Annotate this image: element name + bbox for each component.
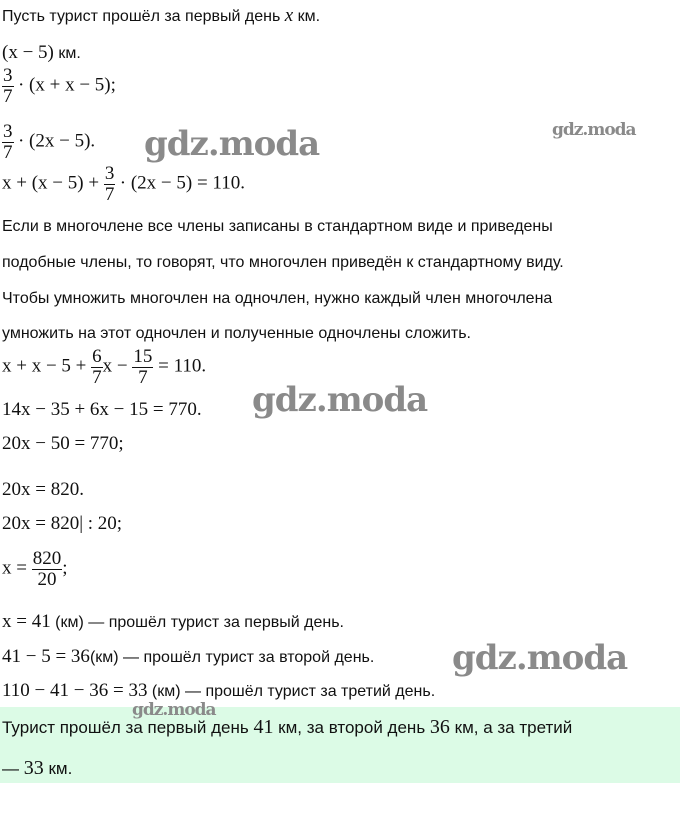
step-fraction-end: ; (62, 557, 68, 579)
intro-var: x (284, 5, 294, 26)
result2-line (2, 647, 374, 668)
watermark-logo: gdz.moda (452, 638, 628, 678)
result1-math: x = 41 (2, 611, 51, 632)
rule2-line1: Чтобы умножить многочлен на одночлен, нужно каждый член многочлена (2, 290, 553, 307)
watermark-logo: gdz.moda (132, 700, 216, 720)
rule1-line1: Если в многочлене все члены записаны в стандартном виде и приведены (2, 218, 553, 235)
answer-row-1 (2, 716, 572, 739)
fraction-3-7 (2, 122, 14, 163)
step-divide: 20x = 820| : 20; (2, 513, 123, 534)
fraction-numerator: 3 (104, 163, 115, 184)
fraction-3-7 (104, 164, 116, 205)
equation-left: x + (x − 5) + (2, 172, 104, 194)
result1-text: (км) — прошёл турист за первый день. (50, 614, 344, 631)
day3-step2-rest: · (2x − 5). (17, 130, 96, 152)
step-mult: 14x − 35 + 6x − 15 = 770. (2, 399, 202, 420)
step-fraction-lhs: x = (2, 557, 32, 579)
result1-line (2, 612, 344, 633)
fraction-6-7 (91, 347, 103, 388)
result3-text: (км) — прошёл турист за третий день. (147, 683, 436, 700)
rule1-line2: подобные члены, то говорят, что многочлен приведён к стандартному виду. (2, 254, 564, 271)
fraction-denominator: 7 (3, 142, 13, 163)
result2-math: 41 − 5 = 36 (2, 646, 90, 667)
watermark-logo: gdz.moda (144, 124, 320, 164)
watermark-logo: gdz.moda (552, 120, 636, 140)
fraction-numerator: 820 (32, 548, 62, 569)
day3-step1-line (2, 66, 116, 107)
equation-line (2, 164, 245, 205)
day3-step1-rest: · (x + x − 5); (17, 74, 116, 96)
answer-p1: Турист прошёл за первый день (2, 718, 254, 737)
fraction-denominator: 7 (3, 86, 13, 107)
intro-text-before: Пусть турист прошёл за первый день (2, 8, 285, 25)
step-expand-b: x − (102, 355, 133, 377)
fraction-numerator: 3 (3, 121, 13, 142)
fraction-15-7 (132, 347, 153, 388)
step-fraction-line (2, 549, 68, 590)
equation-right: · (2x − 5) = 110. (119, 172, 245, 194)
fraction-denominator: 20 (37, 569, 57, 590)
result3-math: 110 − 41 − 36 = 33 (2, 680, 148, 701)
day2-expr: (x − 5) (2, 42, 54, 63)
fraction-denominator: 7 (138, 367, 148, 388)
answer-row-2 (2, 757, 72, 780)
result3-line (2, 681, 435, 702)
fraction-denominator: 7 (92, 367, 102, 388)
step-collect: 20x − 50 = 770; (2, 433, 124, 454)
intro-text-after: км. (293, 8, 321, 25)
result2-text: (км) — прошёл турист за второй день. (89, 649, 375, 666)
answer-box (0, 707, 680, 783)
step-expand-c: = 110. (153, 355, 207, 377)
day3-step2-line (2, 122, 95, 163)
answer-p5: км. (43, 759, 73, 778)
fraction-numerator: 15 (133, 346, 153, 367)
rule2-line2: умножить на этот одночлен и полученные одночлены сложить. (2, 325, 471, 342)
step-expand-a: x + x − 5 + (2, 355, 92, 377)
fraction-820-20 (32, 549, 63, 590)
day2-unit: км. (53, 45, 81, 62)
day2-expr-line (2, 43, 81, 64)
answer-v2: 36 (429, 716, 450, 738)
fraction-3-7 (2, 66, 14, 107)
answer-v3: 33 (23, 757, 44, 779)
answer-p2: км, за второй день (273, 718, 430, 737)
answer-v1: 41 (253, 716, 274, 738)
watermark-logo: gdz.moda (252, 380, 428, 420)
answer-p3: км, а за третий (449, 718, 573, 737)
intro-line (2, 6, 320, 27)
fraction-numerator: 3 (3, 65, 13, 86)
answer-p4: — (2, 759, 24, 778)
fraction-denominator: 7 (104, 184, 115, 205)
fraction-numerator: 6 (92, 346, 102, 367)
step-move: 20x = 820. (2, 479, 84, 500)
step-expand-line (2, 347, 206, 388)
